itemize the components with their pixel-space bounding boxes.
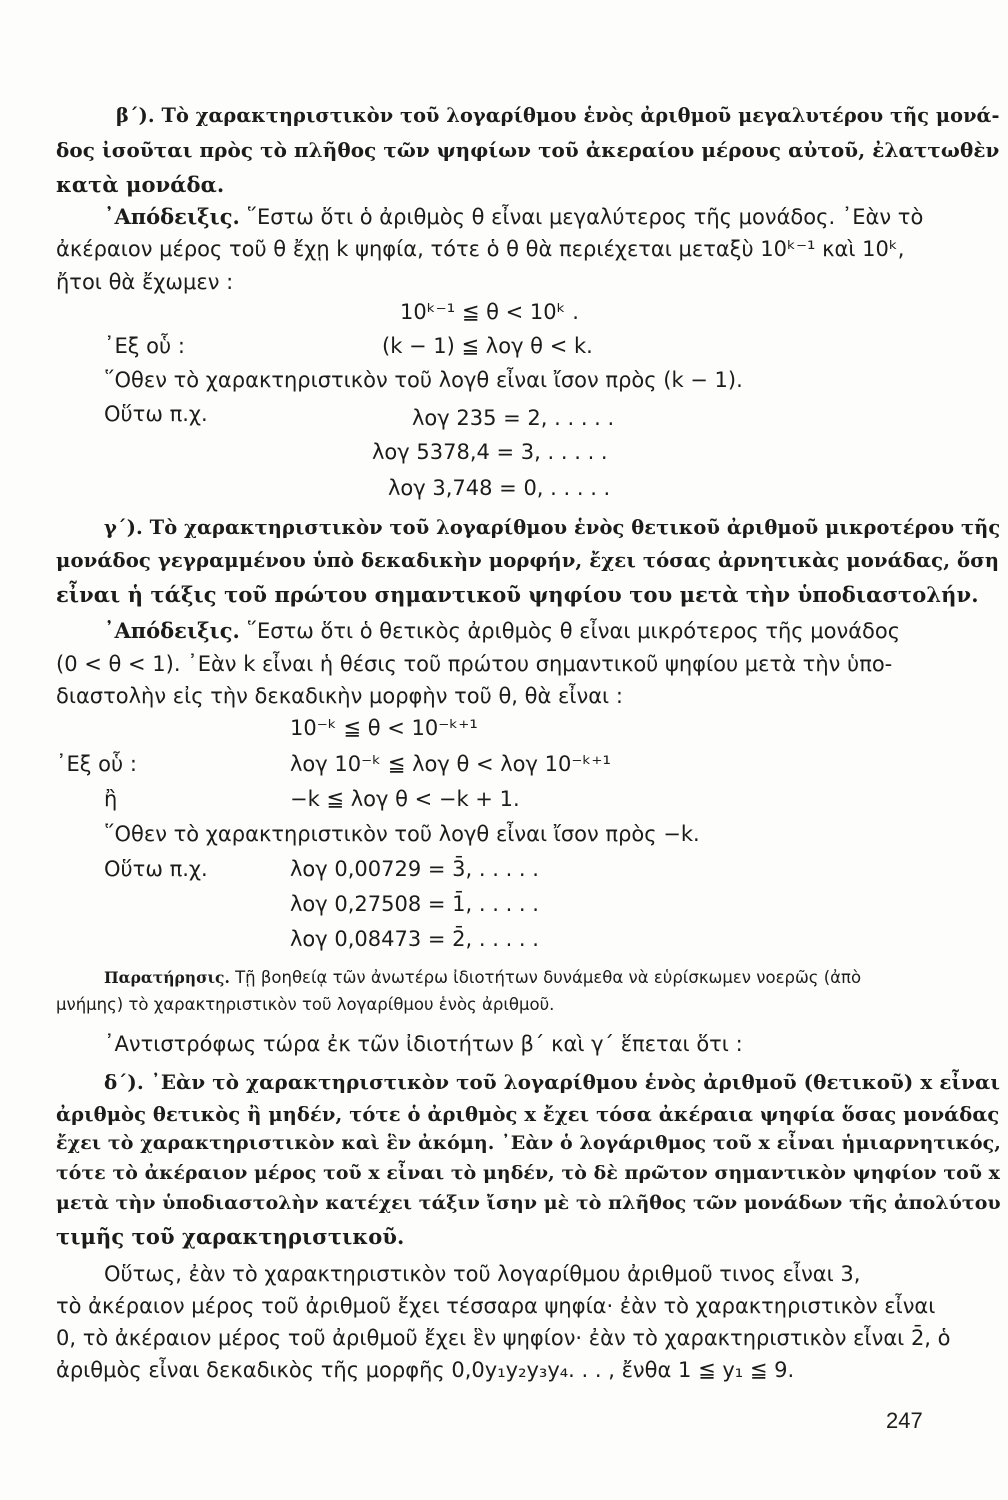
property-delta-line-2: ἀριθμὸς θετικὸς ἢ μηδέν, τότε ὁ ἀριθμὸς x ἔχει τόσα ἀκέραια ψηφία ὅσας μονάδας <box>56 1103 1000 1126</box>
closing-line-2: τὸ ἀκέραιον μέρος τοῦ ἀριθμοῦ ἔχει τέσσαρα ψηφία· ἐὰν τὸ χαρακτηριστικὸν εἶναι <box>56 1294 936 1318</box>
proof1-ex-label: ᾿Εξ οὗ : <box>104 334 185 358</box>
remark-line-2: μνήμης) τὸ χαρακτηριστικὸν τοῦ λογαρίθμου ἑνὸς ἀριθμοῦ. <box>56 995 555 1014</box>
proof1-example-1: λογ 235 = 2, . . . . . <box>412 406 615 430</box>
closing-line-3: 0, τὸ ἀκέραιον μέρος τοῦ ἀριθμοῦ ἔχει ἓν ψηφίον· ἐὰν τὸ χαρακτηριστικὸν εἶναι 2̄, ὁ <box>56 1326 951 1350</box>
proof1-example-2: λογ 5378,4 = 3, . . . . . <box>372 440 608 464</box>
proof1-line-2: ἀκέραιον μέρος τοῦ θ ἔχῃ k ψηφία, τότε ὁ θ θὰ περιέχεται μεταξὺ 10ᵏ⁻¹ καὶ 10ᵏ, <box>56 237 905 261</box>
converse-statement: ᾿Αντιστρόφως τώρα ἐκ τῶν ἰδιοτήτων β΄ καὶ γ΄ ἕπεται ὅτι : <box>104 1032 743 1056</box>
proof2-or-label: ἢ <box>104 787 118 811</box>
property-gamma-line-1: γ΄). Τὸ χαρακτηριστικὸν τοῦ λογαρίθμου ἑνὸς θετικοῦ ἀριθμοῦ μικροτέρου τῆς <box>104 516 1001 539</box>
property-beta-line-3: κατὰ μονάδα. <box>56 172 225 197</box>
page-number: 247 <box>886 1408 923 1433</box>
property-delta-line-6: τιμῆς τοῦ χαρακτηριστικοῦ. <box>56 1224 405 1249</box>
property-gamma-line-3: εἶναι ἡ τάξις τοῦ πρώτου σημαντικοῦ ψηφίου του μετὰ τὴν ὑποδιαστολήν. <box>56 582 979 607</box>
proof1-line-3: ἤτοι θὰ ἔχωμεν : <box>56 270 234 294</box>
property-gamma-line-2: μονάδος γεγραμμένου ὑπὸ δεκαδικὴν μορφήν, ἔχει τόσας ἀρνητικὰς μονάδας, ὅση <box>56 549 1000 572</box>
remark-line-1: Παρατήρησις. Τῇ βοηθείᾳ τῶν ἀνωτέρω ἰδιοτήτων δυνάμεθα νὰ εὑρίσκωμεν νοερῶς (ἀπὸ <box>104 968 862 987</box>
property-delta-line-3: ἔχει τὸ χαρακτηριστικὸν καὶ ἓν ἀκόμη. ᾿Εὰν ὁ λογάριθμος τοῦ x εἶναι ἡμιαρνητικός, <box>56 1132 1001 1154</box>
proof2-equation-3: −k ≦ λογ θ < −k + 1. <box>290 787 520 811</box>
proof2-equation-1: 10⁻ᵏ ≦ θ < 10⁻ᵏ⁺¹ <box>290 716 478 740</box>
property-delta-line-1: δ΄). ᾿Εὰν τὸ χαρακτηριστικὸν τοῦ λογαρίθμου ἑνὸς ἀριθμοῦ (θετικοῦ) x εἶναι <box>104 1070 1001 1094</box>
proof2-example-3: λογ 0,08473 = 2̄, . . . . . <box>290 927 539 951</box>
proof2-line-3: διαστολὴν εἰς τὴν δεκαδικὴν μορφὴν τοῦ θ, θὰ εἶναι : <box>56 684 623 708</box>
property-delta-line-5: μετὰ τὴν ὑποδιαστολὴν κατέχει τάξιν ἴσην μὲ τὸ πλῆθος τῶν μονάδων τῆς ἀπολύτου <box>56 1192 1001 1214</box>
proof1-example-3: λογ 3,748 = 0, . . . . . <box>388 476 611 500</box>
closing-line-1: Οὕτως, ἐὰν τὸ χαρακτηριστικὸν τοῦ λογαρίθμου ἀριθμοῦ τινος εἶναι 3, <box>104 1262 861 1286</box>
proof2-example-1: λογ 0,00729 = 3̄, . . . . . <box>290 857 539 881</box>
proof2-example-2: λογ 0,27508 = 1̄, . . . . . <box>290 892 539 916</box>
proof2-example-label: Οὕτω π.χ. <box>104 857 208 881</box>
proof2-conclusion: ῞Οθεν τὸ χαρακτηριστικὸν τοῦ λογθ εἶναι ἴσον πρὸς −k. <box>104 822 700 846</box>
property-beta-line-1: β΄). Τὸ χαρακτηριστικὸν τοῦ λογαρίθμου ἑνὸς ἀριθμοῦ μεγαλυτέρου τῆς μονά- <box>116 104 1000 127</box>
proof1-example-label: Οὕτω π.χ. <box>104 402 208 426</box>
proof1-equation-1: 10ᵏ⁻¹ ≦ θ < 10ᵏ . <box>400 300 579 324</box>
proof2-label: ᾿Απόδειξις. <box>104 618 240 643</box>
property-delta-line-4: τότε τὸ ἀκέραιον μέρος τοῦ x εἶναι τὸ μηδέν, τὸ δὲ πρῶτον σημαντικὸν ψηφίον τοῦ x <box>56 1162 1001 1184</box>
proof1-conclusion: ῞Οθεν τὸ χαρακτηριστικὸν τοῦ λογθ εἶναι ἴσον πρὸς (k − 1). <box>104 368 743 392</box>
property-beta-line-2: δος ἰσοῦται πρὸς τὸ πλῆθος τῶν ψηφίων τοῦ ἀκεραίου μέρους αὐτοῦ, ἐλαττωθὲν <box>56 138 1000 162</box>
proof2-line-1: ᾿Απόδειξις. ῞Εστω ὅτι ὁ θετικὸς ἀριθμὸς θ εἶναι μικρότερος τῆς μονάδος <box>104 618 901 643</box>
proof2-equation-2: λογ 10⁻ᵏ ≦ λογ θ < λογ 10⁻ᵏ⁺¹ <box>290 752 611 776</box>
proof2-ex-label: ᾿Εξ οὗ : <box>56 752 137 776</box>
proof1-label: ᾿Απόδειξις. <box>104 204 240 229</box>
proof1-equation-2: (k − 1) ≦ λογ θ < k. <box>382 334 593 358</box>
closing-line-4: ἀριθμὸς εἶναι δεκαδικὸς τῆς μορφῆς 0,0y₁y₂y₃y₄. . . , ἔνθα 1 ≦ y₁ ≦ 9. <box>56 1358 795 1382</box>
proof1-line-1: ᾿Απόδειξις. ῞Εστω ὅτι ὁ ἀριθμὸς θ εἶναι μεγαλύτερος τῆς μονάδος. ᾿Εὰν τὸ <box>104 204 924 229</box>
remark-label: Παρατήρησις. <box>104 968 230 987</box>
proof2-line-2: (0 < θ < 1). ᾿Εὰν k εἶναι ἡ θέσις τοῦ πρώτου σημαντικοῦ ψηφίου μετὰ τὴν ὑπο- <box>56 652 893 676</box>
